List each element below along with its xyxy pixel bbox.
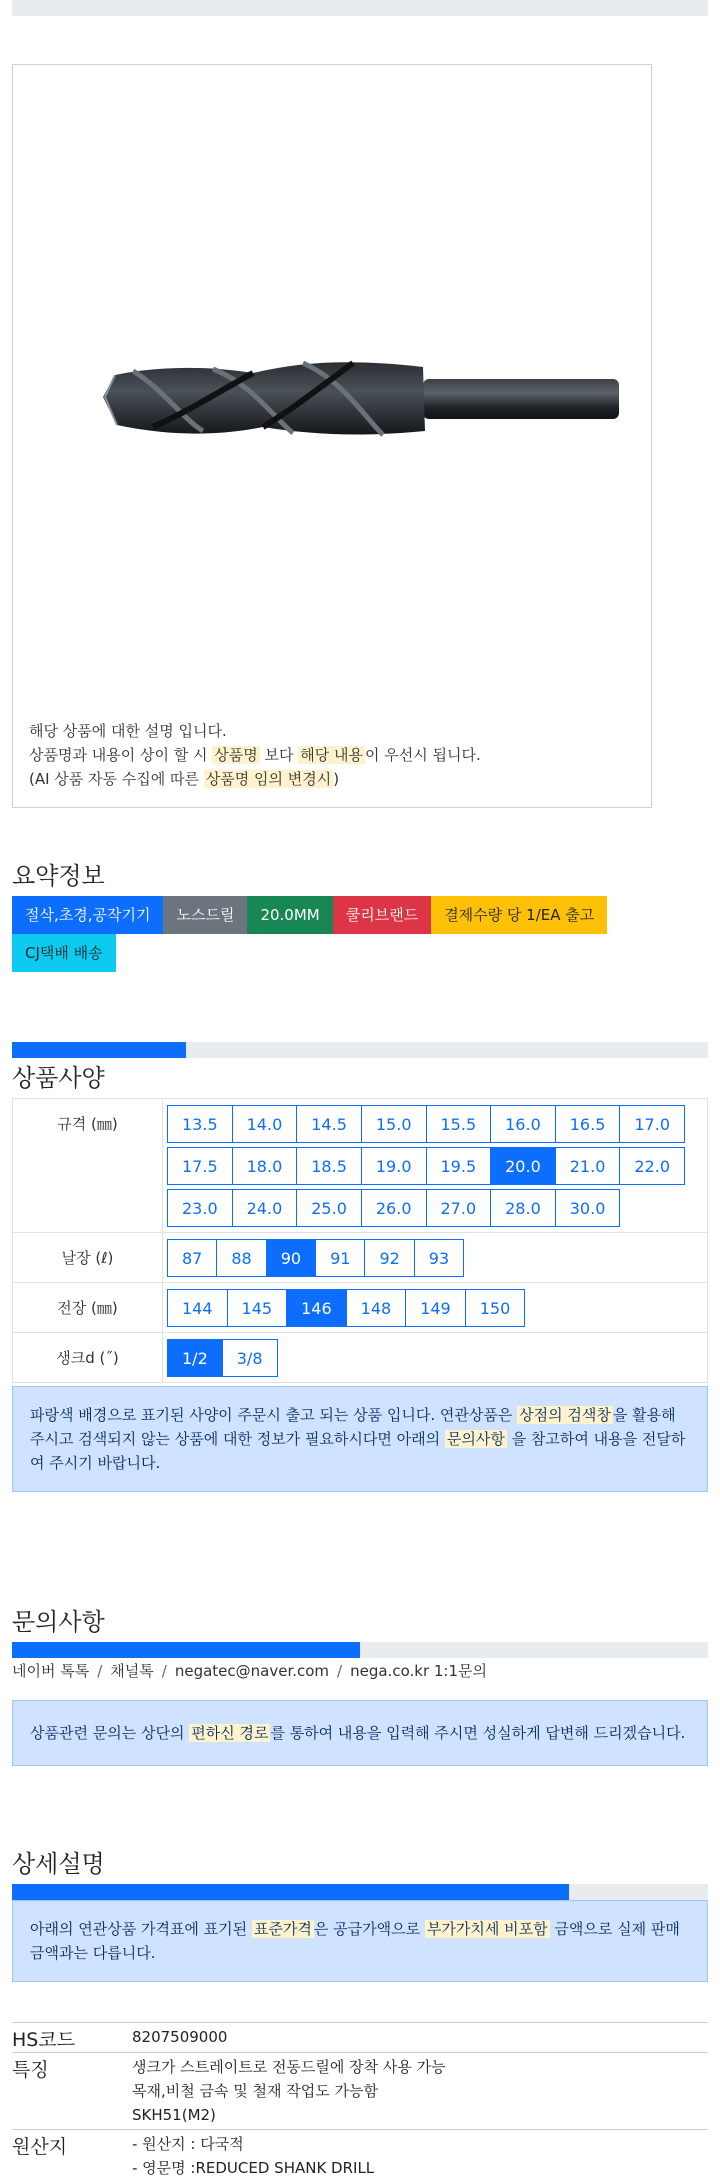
spec-label-overall-length: 전장 (㎜) — [13, 1283, 163, 1333]
feature-line: SKH51(M2) — [132, 2106, 216, 2124]
spec-option-button[interactable]: 18.0 — [232, 1147, 298, 1185]
spec-option-button[interactable]: 18.5 — [296, 1147, 362, 1185]
badge-category: 절삭,초경,공작기기 — [12, 896, 163, 934]
spec-option-button[interactable]: 21.0 — [555, 1147, 621, 1185]
specs-title: 상품사양 — [12, 1064, 105, 1092]
inquiry-progress-fill — [12, 1642, 360, 1658]
spec-option-button[interactable]: 93 — [414, 1239, 464, 1277]
link-channeltalk[interactable]: 채널톡 — [110, 1662, 154, 1680]
inquiry-title: 문의사항 — [12, 1608, 105, 1636]
spec-option-button[interactable]: 30.0 — [555, 1189, 621, 1227]
spec-option-button[interactable]: 144 — [167, 1289, 228, 1327]
inquiry-notice: 상품관련 문의는 상단의 편하신 경로 를 통하여 내용을 입력해 주시면 성실하게 답변해 드리겠습니다. — [12, 1700, 708, 1766]
badge-brand: 쿨리브랜드 — [333, 896, 431, 934]
summary-title: 요약정보 — [12, 862, 105, 890]
info-key-feature: 특징 — [12, 2053, 132, 2130]
spec-option-button[interactable]: 25.0 — [296, 1189, 362, 1227]
link-separator: / — [337, 1662, 343, 1680]
info-val-hs-code: 8207509000 — [132, 2023, 708, 2053]
badge-size: 20.0MM — [247, 896, 332, 934]
origin-line: - 원산지 : 다국적 — [132, 2135, 244, 2153]
spec-option-button[interactable]: 20.0 — [490, 1147, 556, 1185]
spec-option-button[interactable]: 88 — [216, 1239, 266, 1277]
spec-option-button[interactable]: 150 — [465, 1289, 526, 1327]
link-email[interactable]: negatec@naver.com — [174, 1662, 330, 1680]
spec-option-button[interactable]: 14.5 — [296, 1105, 362, 1143]
spec-option-button[interactable]: 15.5 — [426, 1105, 492, 1143]
spec-option-button[interactable]: 1/2 — [167, 1339, 223, 1377]
spec-option-button[interactable]: 19.0 — [361, 1147, 427, 1185]
info-key-origin: 원산지 — [12, 2130, 132, 2176]
drill-bit-image — [93, 339, 623, 459]
detail-progress-fill — [12, 1884, 569, 1900]
spec-option-button[interactable]: 15.0 — [361, 1105, 427, 1143]
badge-quantity: 결제수량 당 1/EA 출고 — [431, 896, 607, 934]
spec-row-flute-length — [13, 1233, 708, 1283]
feature-line: 생크가 스트레이트로 전동드릴에 장착 사용 가능 — [132, 2058, 446, 2076]
feature-line: 목재,비철 금속 및 철재 작업도 가능함 — [132, 2082, 378, 2100]
summary-badges — [12, 896, 712, 972]
spec-option-button[interactable]: 13.5 — [167, 1105, 233, 1143]
spec-label-size: 규격 (㎜) — [13, 1099, 163, 1233]
info-row-origin — [12, 2130, 708, 2176]
detail-title: 상세설명 — [12, 1850, 105, 1878]
spec-option-button[interactable]: 17.5 — [167, 1147, 233, 1185]
spec-option-button[interactable]: 92 — [364, 1239, 414, 1277]
spec-option-button[interactable]: 148 — [346, 1289, 407, 1327]
link-separator: / — [161, 1662, 167, 1680]
product-description — [29, 719, 481, 791]
spec-option-button[interactable]: 24.0 — [232, 1189, 298, 1227]
spec-options-overall-length — [163, 1283, 708, 1333]
spec-row-shank — [13, 1333, 708, 1383]
spec-label-flute-length: 날장 (ℓ) — [13, 1233, 163, 1283]
description-line-3: (AI 상품 자동 수집에 따른 상품명 임의 변경시 ) — [29, 770, 340, 788]
spec-option-button[interactable]: 14.0 — [232, 1105, 298, 1143]
spec-option-button[interactable]: 17.0 — [619, 1105, 685, 1143]
spec-option-button[interactable]: 16.5 — [555, 1105, 621, 1143]
info-val-feature — [132, 2053, 708, 2130]
specs-progress-fill — [12, 1042, 186, 1058]
badge-product-type: 노스드릴 — [163, 896, 247, 934]
spec-option-button[interactable]: 16.0 — [490, 1105, 556, 1143]
description-line-1: 해당 상품에 대한 설명 입니다. — [29, 722, 227, 740]
spec-table — [12, 1098, 708, 1383]
product-info-table — [12, 2022, 708, 2176]
spec-option-button[interactable]: 26.0 — [361, 1189, 427, 1227]
spec-option-button[interactable]: 87 — [167, 1239, 217, 1277]
spec-row-overall-length — [13, 1283, 708, 1333]
spec-options-size — [163, 1099, 708, 1233]
description-line-2: 상품명과 내용이 상이 할 시 상품명 보다 해당 내용 이 우선시 됩니다. — [29, 746, 481, 764]
info-val-origin — [132, 2130, 708, 2176]
spec-label-shank: 생크d (˝) — [13, 1333, 163, 1383]
detail-progress — [12, 1884, 708, 1900]
spec-option-button[interactable]: 23.0 — [167, 1189, 233, 1227]
spec-row-size — [13, 1099, 708, 1233]
spec-option-button[interactable]: 149 — [405, 1289, 466, 1327]
link-separator: / — [97, 1662, 103, 1680]
spec-option-button[interactable]: 27.0 — [426, 1189, 492, 1227]
link-website-inquiry[interactable]: nega.co.kr 1:1문의 — [350, 1662, 487, 1680]
inquiry-progress — [12, 1642, 708, 1658]
spec-notice: 파랑색 배경으로 표기된 사양이 주문시 출고 되는 상품 입니다. 연관상품은 상점의 검색창 을 활용해 주시고 검색되지 않는 상품에 대한 정보가 필요하시다면 아래의 문의사항 을 참고하여 내용을 전달하여 주시기 바랍니다. — [12, 1386, 708, 1492]
spec-options-flute-length — [163, 1233, 708, 1283]
info-key-hs-code: HS코드 — [12, 2023, 132, 2053]
spec-option-button[interactable]: 28.0 — [490, 1189, 556, 1227]
link-naver-talktalk[interactable]: 네이버 톡톡 — [12, 1662, 90, 1680]
spec-option-button[interactable]: 91 — [315, 1239, 365, 1277]
info-row-hs-code — [12, 2023, 708, 2053]
product-image-panel — [12, 64, 652, 808]
info-row-feature — [12, 2053, 708, 2130]
spec-option-button[interactable]: 3/8 — [222, 1339, 278, 1377]
spec-option-button[interactable]: 145 — [227, 1289, 288, 1327]
spec-option-button[interactable]: 19.5 — [426, 1147, 492, 1185]
top-progress-bar — [12, 0, 708, 16]
origin-line: - 영문명 :REDUCED SHANK DRILL — [132, 2159, 375, 2176]
spec-option-button[interactable]: 146 — [286, 1289, 347, 1327]
badge-shipping: CJ택배 배송 — [12, 934, 116, 972]
specs-progress — [12, 1042, 708, 1058]
detail-notice: 아래의 연관상품 가격표에 표기된 표준가격 은 공급가액으로 부가가치세 비포함 금액으로 실제 판매금액과는 다릅니다. — [12, 1900, 708, 1982]
inquiry-links — [12, 1660, 487, 1681]
spec-option-button[interactable]: 22.0 — [619, 1147, 685, 1185]
spec-option-button[interactable]: 90 — [266, 1239, 316, 1277]
spec-options-shank — [163, 1333, 708, 1383]
